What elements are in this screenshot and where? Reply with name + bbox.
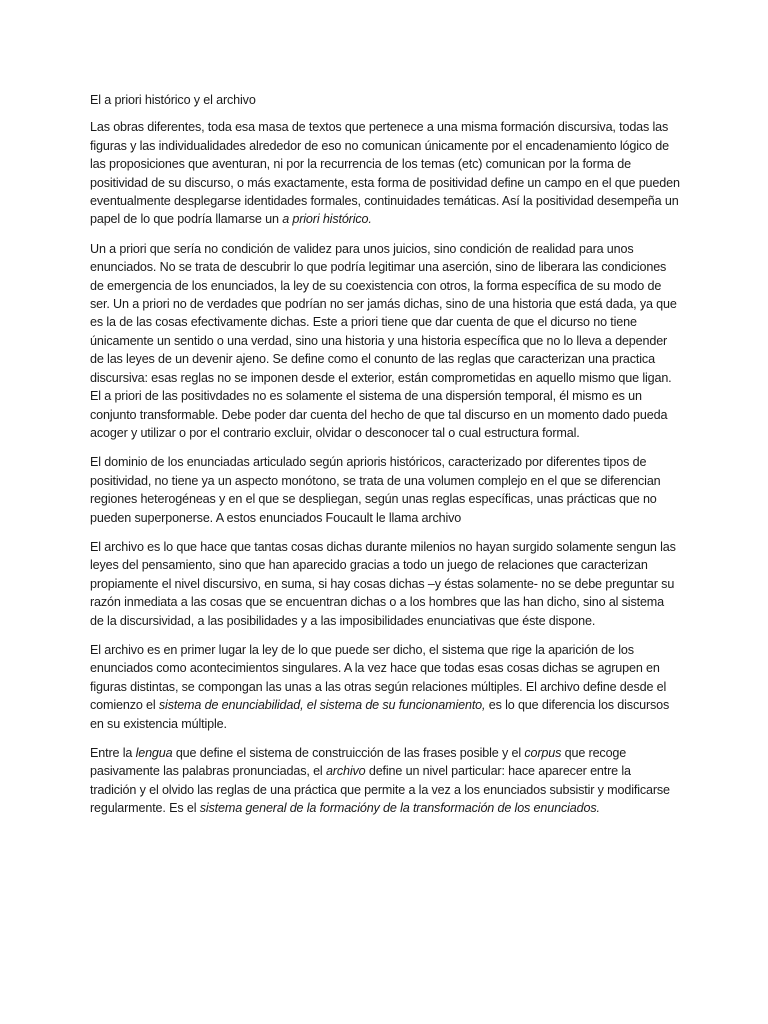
paragraph-6-text-c: que recoge pasivamente las palabras pronunciadas, el [90,746,627,779]
paragraph-5-emphasis: sistema de enunciabilidad, el sistema de su funcionamiento, [158,698,486,713]
paragraph-2: Un a priori que sería no condición de validez para unos juicios, sino condición de realidad para unos enunciados. No se trata de descubrir lo que podría legitimar una aserción, sino de liberara las condiciones de emergencia de los enunciados, la ley de su coexistencia con otros, la forma específica de su modo de ser. Un a priori no de verdades que podrían no ser jamás dichas, sino de una historia que está dada, ya que es la de las cosas efectivamente dichas. Este a priori tiene que dar cuenta de que el dicurso no tiene únicamente un sentido o una verdad, sino una historia y una historia específica que no lo lleva a depender de las leyes de un devenir ajeno. Se define como el conunto de las reglas que caracterizan una practica discursiva: esas reglas no se imponen desde el exterior, están comprometidas en aquello mismo que ligan. El a priori de las positivdades no es solamente el sistema de una dispersión temporal, él mismo es un conjunto transformable. Debe poder dar cuenta del hecho de que tal discurso en un momento dado pueda acoger y utilizar o por el contrario excluir, olvidar o desconocer tal o cual estructura formal. [90,241,677,440]
paragraph-3: El dominio de los enunciadas articulado según aprioris históricos, caracterizado por diferentes tipos de positividad, no tiene ya un aspecto monótono, se trata de una volumen complejo en el que se diferencian regiones heterogéneas y en el que se despliegan, según unas reglas específicas, unas prácticas que no pueden superponerse. A estos enunciados Foucault le llama archivo [90,455,661,525]
paragraph-6-text-b: que define el sistema de construicción de las frases posible y el [172,746,525,760]
paragraph-1-text: Las obras diferentes, toda esa masa de textos que pertenece a una misma formación discursiva, todas las figuras y las individualidades alrededor de eso no comunican únicamente por el encadenamiento lógico de las proposiciones que aventuran, ni por la recurrencia de los temas (etc) comunican por la forma de positividad de su discurso, o más exactamente, esta forma de positividad define un campo en el que pueden eventualmente desplegarse identidades formales, continuidades temáticas. Así la positividad desempeña un papel de lo que podría llamarse un [90,120,680,227]
document-title: El a priori histórico y el archivo [90,93,256,107]
paragraph-4: El archivo es lo que hace que tantas cosas dichas durante milenios no hayan surgido solamente sengun las leyes del pensamiento, sino que han aparecido gracias a todo un juego de relaciones que caracterizan propiamente el nivel discursivo, en suma, si hay cosas dichas –y éstas solamente- no se debe preguntar su razón inmediata a las cosas que se encuentran dichas o a los hombres que las han dicho, sino al sistema de la discursividad, a las posibilidades y a las imposibilidades enunciativas que éste dispone. [90,539,676,628]
paragraph-5-text-a: El archivo es en primer lugar la ley de lo que puede ser dicho, el sistema que rige la aparición de los enunciados como acontecimientos singulares. A la vez hace que todas esas cosas dichas se agrupen en figuras distintas, se compongan las unas a las otras según relaciones múltiples. El archivo define desde el comienzo el [90,642,667,713]
paragraph-6-emphasis-archivo: archivo [325,764,366,779]
paragraph-6-emphasis-lengua: lengua [135,746,173,760]
paragraph-6 [90,744,680,818]
paragraph-6-emphasis-corpus: corpus [524,746,562,760]
paragraph-5-text-b: es lo que diferencia los discursos en su existencia múltiple. [90,698,670,731]
paragraph-1 [90,118,680,228]
paragraph-6-text-d: define un nivel particular: hace aparecer entre la tradición y el olvido las reglas de una práctica que permite a la vez a los enunciados subsistir y modificarse regularmente. Es el [90,764,670,816]
paragraph-1-emphasis: a priori histórico. [282,212,372,227]
paragraph-5 [90,641,680,733]
document-page [90,91,680,829]
paragraph-6-emphasis-sistema: sistema general de la formacióny de la transformación de los enunciados. [199,801,600,816]
paragraph-6-text-a: Entre la [90,746,136,760]
